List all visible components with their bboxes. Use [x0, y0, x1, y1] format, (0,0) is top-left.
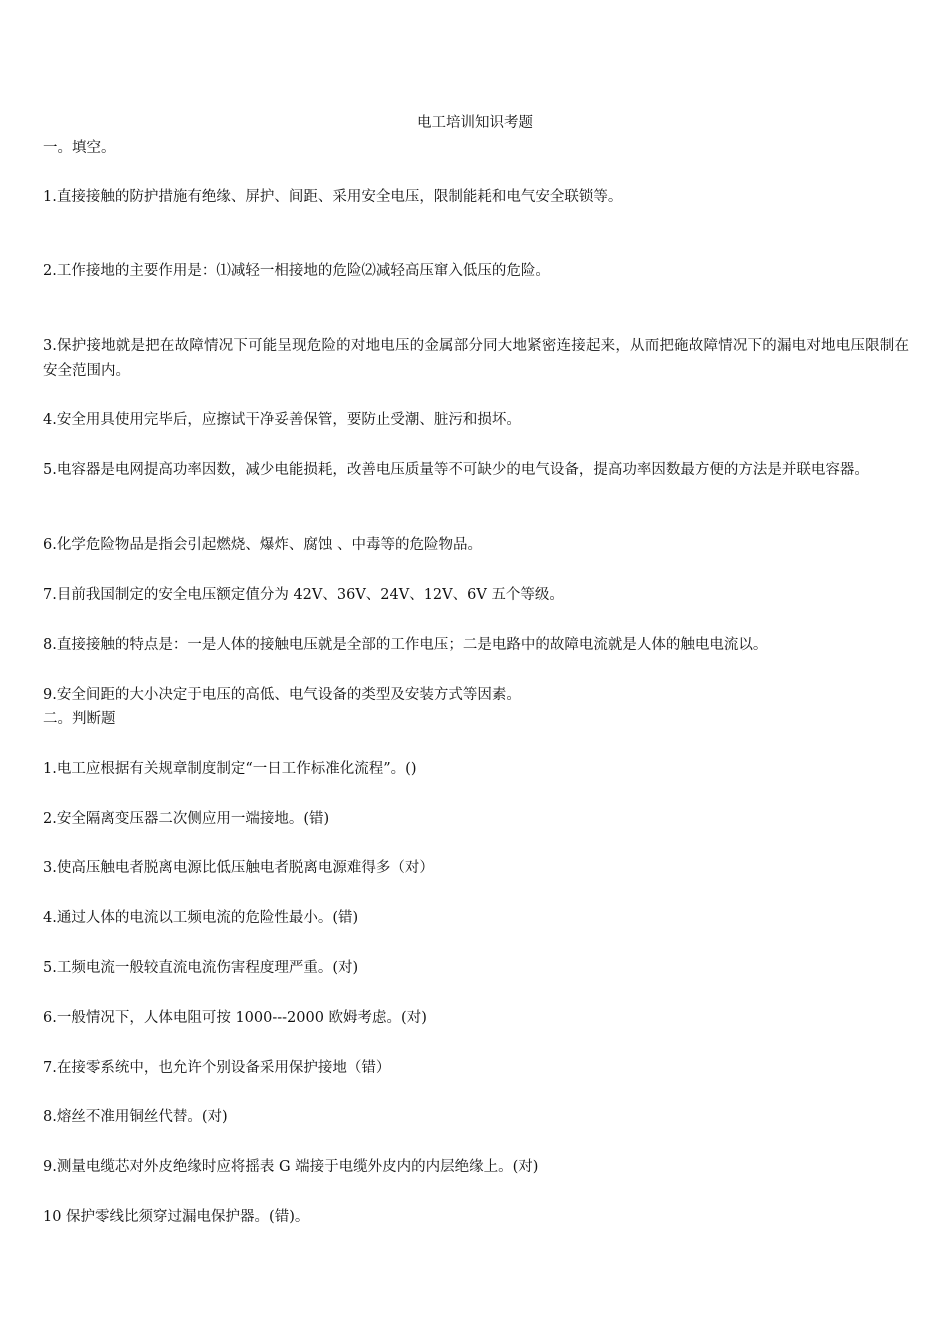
judgement-item-6: 6.一般情况下，人体电阻可按 1000---2000 欧姆考虑。(对) [43, 1010, 427, 1026]
judgement-item-7: 7.在接零系统中，也允许个别设备采用保护接地（错） [43, 1060, 391, 1076]
judgement-item-3: 3.使高压触电者脱离电源比低压触电者脱离电源难得多（对） [43, 860, 434, 876]
section-heading-fill-in-blank: 一。填空。 [43, 140, 116, 156]
judgement-item-1: 1.电工应根据有关规章制度制定“一日工作标准化流程”。() [43, 761, 417, 777]
fill-in-item-5: 5.电容器是电网提高功率因数，减少电能损耗，改善电压质量等不可缺少的电气设备，提高功率因数最方便的方法是并联电容器。 [43, 462, 869, 478]
fill-in-item-3: 3.保护接地就是把在故障情况下可能呈现危险的对地电压的金属部分同大地紧密连接起来，从而把砤故障情况下的漏电对地电压限制在安全范围内。 [43, 338, 909, 379]
judgement-item-10: 10 保护零线比须穿过漏电保护器。(错)。 [43, 1209, 310, 1225]
fill-in-item-8: 8.直接接触的特点是：一是人体的接触电压就是全部的工作电压；二是电路中的故障电流就是人体的触电电流以。 [43, 637, 768, 653]
fill-in-item-9: 9.安全间距的大小决定于电压的高低、电气设备的类型及安装方式等因素。 [43, 687, 521, 703]
judgement-item-5: 5.工频电流一般较直流电流伤害程度理严重。(对) [43, 960, 359, 976]
fill-in-item-6: 6.化学危险物品是指会引起燃烧、爆炸、腐蚀 、中毒等的危险物品。 [43, 537, 482, 553]
judgement-item-2: 2.安全隔离变压器二次侧应用一端接地。(错) [43, 811, 330, 827]
fill-in-item-4: 4.安全用具使用完毕后，应擦试干净妥善保管，要防止受潮、脏污和损坏。 [43, 412, 521, 428]
fill-in-item-1: 1.直接接触的防护措施有绝缘、屏护、间距、采用安全电压，限制能耗和电气安全联锁等。 [43, 189, 623, 205]
document-title: 电工培训知识考题 [417, 115, 533, 131]
judgement-item-9: 9.测量电缆芯对外皮绝缘时应将摇表 G 端接于电缆外皮内的内层绝缘上。(对) [43, 1159, 539, 1175]
judgement-item-4: 4.通过人体的电流以工频电流的危险性最小。(错) [43, 910, 359, 926]
judgement-item-8: 8.熔丝不准用铜丝代替。(对) [43, 1109, 228, 1125]
fill-in-item-2: 2.工作接地的主要作用是：⑴减轻一相接地的危险⑵减轻高压窜入低压的危险。 [43, 263, 550, 279]
fill-in-item-7: 7.目前我国制定的安全电压额定值分为 42V、36V、24V、12V、6V 五个等级。 [43, 587, 564, 603]
section-heading-true-false: 二。判断题 [43, 711, 116, 727]
